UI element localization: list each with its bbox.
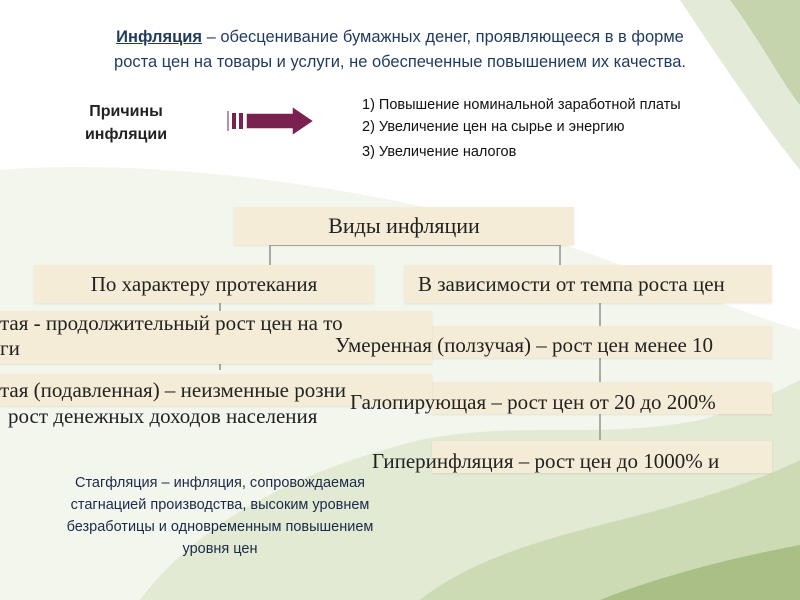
galloping-inflation-text: Галопирующая – рост цен от 20 до 200% bbox=[350, 390, 716, 414]
inflation-term: Инфляция bbox=[116, 28, 203, 46]
open-inflation-line1: тая - продолжительный рост цен на то bbox=[0, 311, 343, 335]
stagflation-line4: уровня цен bbox=[182, 541, 258, 557]
types-of-inflation-box: Виды инфляции bbox=[234, 207, 574, 245]
causes-title-line1: Причины bbox=[89, 103, 163, 120]
moderate-inflation-text: Умеренная (ползучая) – рост цен менее 10 bbox=[335, 333, 714, 357]
cause-item: 2) Увеличение цен на сырье и энергию bbox=[362, 119, 625, 135]
definition-line1: – обесценивание бумажных денег, проявляющееся в в форме bbox=[202, 28, 684, 46]
stagflation-line1: Стагфляция – инфляция, сопровождаемая bbox=[74, 475, 366, 491]
hyperinflation-text: Гиперинфляция – рост цен до 1000% и bbox=[372, 449, 720, 473]
suppressed-inflation-line1: тая (подавленная) – неизменные розни bbox=[0, 378, 347, 402]
suppressed-inflation-line2: рост денежных доходов населения bbox=[8, 404, 318, 428]
definition-line2: роста цен на товары и услуги, не обеспеченные повышением их качества. bbox=[114, 53, 686, 71]
branch-by-rate-box: В зависимости от темпа роста цен bbox=[404, 265, 772, 303]
open-inflation-line2: ги bbox=[0, 336, 20, 360]
cause-item: 1) Повышение номинальной заработной платы bbox=[362, 97, 681, 113]
causes-title-line2: инфляции bbox=[84, 126, 168, 143]
cause-item: 3) Увеличение налогов bbox=[362, 144, 517, 160]
stagflation-line3: безработицы и одновременным повышением bbox=[66, 519, 374, 535]
stagflation-note bbox=[30, 472, 410, 560]
branch-by-nature-box: По характеру протекания bbox=[34, 265, 374, 303]
stagflation-line2: стагнацией производства, высоким уровнем bbox=[70, 497, 370, 513]
